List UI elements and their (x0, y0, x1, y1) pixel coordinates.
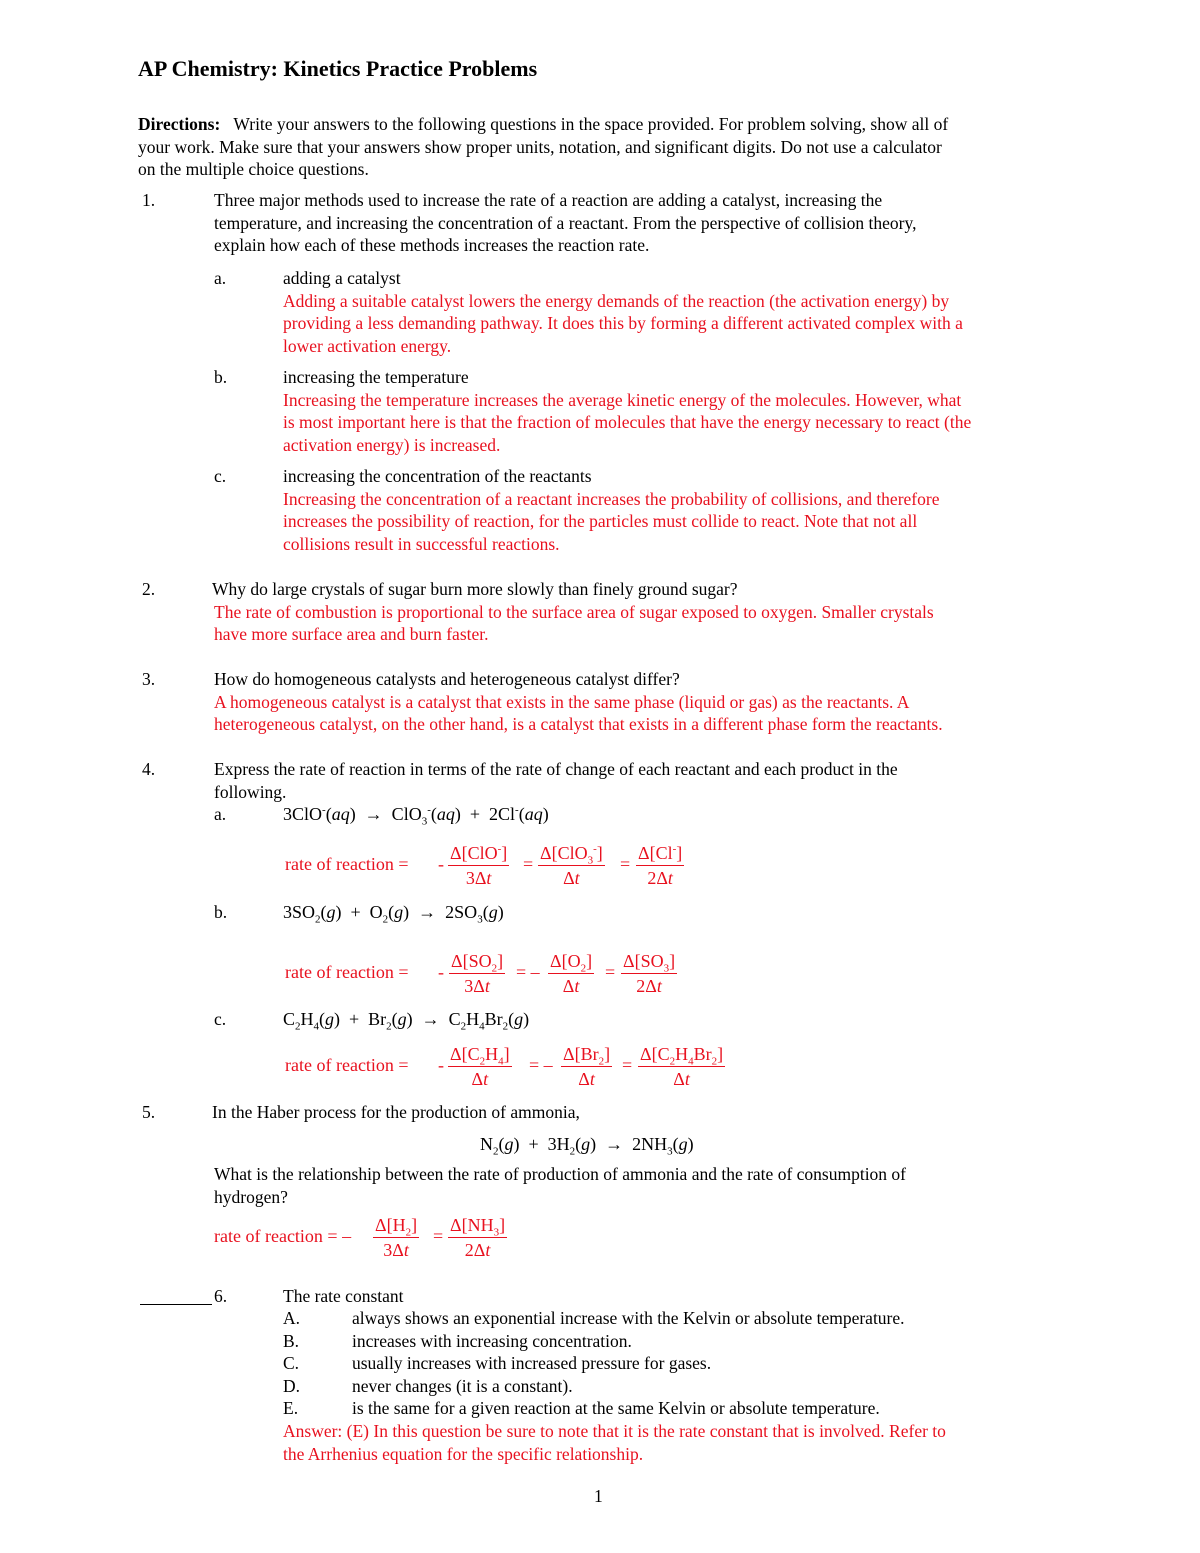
subpart-label: a. (214, 804, 227, 824)
minus-sign: - (438, 854, 444, 874)
option-letter: E. (283, 1398, 299, 1418)
subpart-label: a. (214, 268, 227, 288)
rate-label: rate of reaction = (285, 1055, 409, 1075)
fraction: $\frac{\Delta[Br_2]}{\Delta t}$ (563, 1044, 611, 1089)
answer-line: activation energy) is increased. (283, 434, 501, 455)
answer-line: is most important here is that the fraction of molecules that have the energy necessary to react (the (283, 412, 972, 432)
fraction: $\frac{\Delta[C_2H_4Br_2]}{\Delta t}$ (640, 1044, 724, 1089)
subpart-1b (283, 366, 971, 456)
equals-sign: = (605, 962, 616, 982)
question-line: Three major methods used to increase the rate of a reaction are adding a catalyst, increasing the (214, 190, 883, 210)
equals-sign: = (523, 854, 534, 874)
answer-line: Increasing the concentration of a reactant increases the probability of collisions, and therefore (283, 488, 940, 509)
question-number: 5. (142, 1102, 156, 1122)
subpart-label: b. (214, 902, 228, 922)
directions-line: your work. Make sure that your answers show proper units, notation, and significant digits. Do not use a calculator (138, 136, 942, 157)
option-text: is the same for a given reaction at the same Kelvin or absolute temperature. (352, 1398, 880, 1418)
option-text: increases with increasing concentration. (352, 1330, 632, 1351)
question-number: 1. (142, 190, 156, 210)
equals-sign: = (622, 1055, 633, 1075)
question-number: 6. (214, 1286, 228, 1306)
option-letter: C. (283, 1353, 300, 1373)
question-line: How do homogeneous catalysts and heterogeneous catalyst differ? (214, 669, 680, 689)
subpart-prompt: increasing the concentration of the reactants (283, 466, 592, 486)
question-5-text (214, 1163, 906, 1208)
answer-line: heterogeneous catalyst, on the other hand, is a catalyst that exists in a different phase form the reactants. (214, 714, 943, 734)
equation-4a: 3ClO-(aq) → ClO$_3$-(aq) + 2Cl-(aq) (283, 804, 549, 828)
subpart-label: b. (214, 367, 228, 387)
option-texts (352, 1307, 905, 1420)
equals-minus-sign: = – (516, 962, 540, 982)
subpart-prompt: adding a catalyst (283, 268, 401, 288)
answer-line: collisions result in successful reactions. (283, 533, 560, 554)
answer-line: the Arrhenius equation for the specific relationship. (283, 1443, 644, 1464)
rate-label: rate of reaction = (285, 962, 409, 982)
minus-sign: - (438, 962, 444, 982)
equation-5: $N_2(g) + 3H_2(g) \to 2NH_3(g)$ (480, 1134, 694, 1158)
fraction: $\frac{\Delta[H_2]}{3\Delta t}$ (375, 1215, 418, 1260)
question-line: hydrogen? (214, 1186, 288, 1207)
question-4-text (214, 758, 898, 803)
rate-label: rate of reaction = (285, 854, 409, 874)
question-5-intro: In the Haber process for the production of ammonia, (212, 1102, 580, 1122)
answer-blank[interactable] (140, 1304, 212, 1305)
answer-line: increases the possibility of reaction, for the particles must collide to react. Note that not all (283, 511, 918, 531)
answer-line: providing a less demanding pathway. It does this by forming a different activated complex with a (283, 313, 963, 333)
question-line: Why do large crystals of sugar burn more slowly than finely ground sugar? (212, 579, 738, 599)
equation-4c: $C_2H_4(g) + Br_2(g) \to C_2H_4Br_2(g)$ (283, 1009, 530, 1033)
question-line: following. (214, 781, 287, 802)
equals-sign: = (620, 854, 631, 874)
question-number: 2. (142, 579, 156, 599)
page-title: AP Chemistry: Kinetics Practice Problems (138, 56, 538, 81)
question-1-text (214, 189, 916, 257)
directions (138, 113, 948, 181)
subpart-1c (283, 465, 939, 555)
fraction: $\frac{\Delta[Cl^-]}{2\Delta t}$ (638, 843, 683, 888)
answer-line: A homogeneous catalyst is a catalyst that exists in the same phase (liquid or gas) as the reactants. A (214, 691, 910, 712)
equation-4b: $3SO_2(g) + O_2(g) \to 2SO_3(g)$ (283, 902, 504, 926)
question-line: temperature, and increasing the concentration of a reactant. From the perspective of collision theory, (214, 212, 917, 233)
page-number: 1 (594, 1486, 603, 1506)
option-text: usually increases with increased pressure for gases. (352, 1353, 712, 1373)
question-line: What is the relationship between the rate of production of ammonia and the rate of consumption of (214, 1164, 907, 1184)
answer-line: have more surface area and burn faster. (214, 624, 489, 644)
answer-line: lower activation energy. (283, 335, 452, 356)
subpart-label: c. (214, 466, 227, 486)
question-number: 4. (142, 759, 156, 779)
option-letter: A. (283, 1308, 301, 1328)
fraction: $\frac{\Delta[SO_3]}{2\Delta t}$ (623, 951, 676, 996)
fraction: $\frac{\Delta[O_2]}{\Delta t}$ (550, 951, 593, 996)
subpart-1a (283, 267, 963, 357)
question-2 (212, 578, 934, 646)
fraction: $\frac{\Delta[NH_3]}{2\Delta t}$ (450, 1215, 506, 1260)
subpart-label: c. (214, 1009, 227, 1029)
answer-line: The rate of combustion is proportional to the surface area of sugar exposed to oxygen. Smaller crystals (214, 601, 934, 622)
fraction: Δ[ClO-] 3Δt (450, 843, 508, 888)
rate-label: rate of reaction = – (214, 1226, 352, 1246)
option-text: always shows an exponential increase with the Kelvin or absolute temperature. (352, 1308, 905, 1328)
answer-line: Increasing the temperature increases the average kinetic energy of the molecules. However, what (283, 389, 962, 410)
equals-sign: = (433, 1226, 444, 1246)
question-6-stem: The rate constant (283, 1286, 404, 1306)
fraction: $\frac{\Delta[C_2H_4]}{\Delta t}$ (450, 1044, 510, 1089)
directions-line: Write your answers to the following questions in the space provided. For problem solving, show all of (233, 114, 949, 134)
subpart-prompt: increasing the temperature (283, 367, 469, 387)
fraction: $\frac{\Delta[SO_2]}{3\Delta t}$ (451, 951, 504, 996)
answer-line: Answer: (E) In this question be sure to note that it is the rate constant that is involved. Refer to (283, 1421, 946, 1441)
fraction: Δ[ClO$_3$-] Δt (540, 843, 603, 888)
option-text: never changes (it is a constant). (352, 1375, 573, 1396)
question-6-answer (283, 1420, 946, 1465)
question-3 (214, 668, 943, 736)
question-line: explain how each of these methods increases the reaction rate. (214, 235, 650, 255)
option-letter: B. (283, 1330, 300, 1351)
directions-label: Directions: (138, 114, 221, 134)
option-letter: D. (283, 1375, 301, 1396)
answer-line: Adding a suitable catalyst lowers the energy demands of the reaction (the activation energy) by (283, 290, 950, 311)
option-letters (283, 1307, 300, 1420)
equals-minus-sign: = – (529, 1055, 553, 1075)
directions-line: on the multiple choice questions. (138, 159, 369, 179)
minus-sign: - (438, 1055, 444, 1075)
question-number: 3. (142, 669, 156, 689)
question-line: Express the rate of reaction in terms of the rate of change of each reactant and each product in the (214, 759, 898, 779)
